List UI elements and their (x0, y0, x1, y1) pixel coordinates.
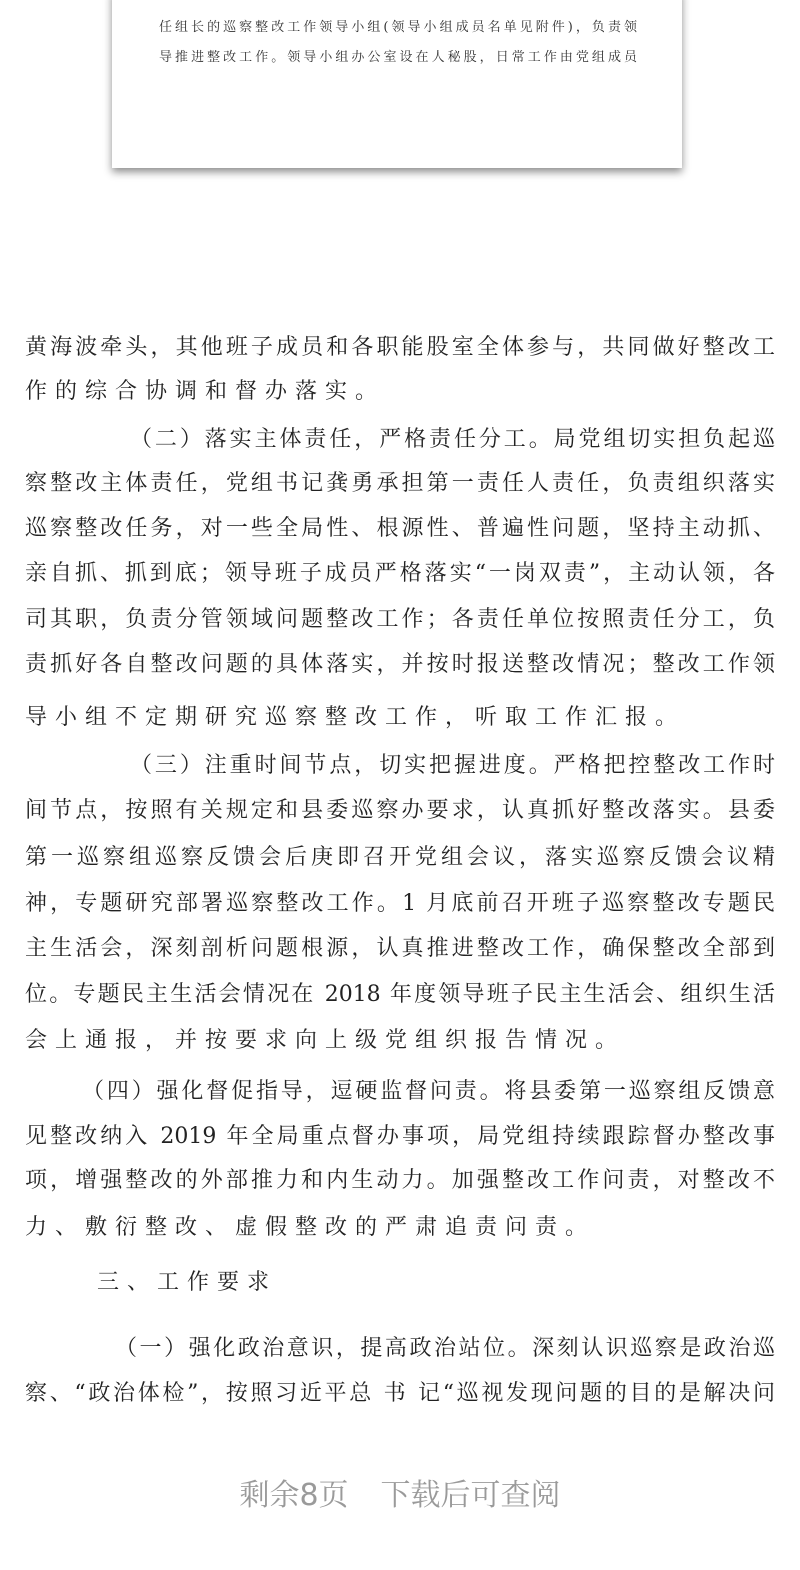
paragraph-line: 巡察整改任务，对一些全局性、根源性、普遍性问题，坚持主动抓、 (25, 516, 775, 541)
paragraph-line: 察、“政治体检”，按照习近平总 书 记“巡视发现问题的目的是解决问 (25, 1381, 775, 1406)
paragraph-line: 见整改纳入 2019 年全局重点督办事项，局党组持续跟踪督办整改事 (25, 1124, 775, 1149)
paragraph-line: （一）强化政治意识，提高政治站位。深刻认识巡察是政治巡 (115, 1336, 775, 1361)
paragraph-line: 第一巡察组巡察反馈会后庚即召开党组会议，落实巡察反馈会议精 (25, 845, 775, 870)
paragraph-line: 位。专题民主生活会情况在 2018 年度领导班子民主生活会、组织生活 (25, 982, 775, 1007)
section-heading: 三、工作要求 (97, 1270, 278, 1295)
paragraph-line: 导小组不定期研究巡察整改工作，听取工作汇报。 (25, 705, 686, 730)
paragraph-line: 责抓好各自整改问题的具体落实，并按时报送整改情况；整改工作领 (25, 652, 775, 677)
paragraph-line: 会上通报，并按要求向上级党组织报告情况。 (25, 1028, 626, 1053)
paragraph-line: 神，专题研究部署巡察整改工作。1 月底前召开班子巡察整改专题民 (25, 891, 775, 916)
remaining-pages: 剩余8页 (239, 1478, 349, 1513)
paragraph-line: 察整改主体责任，党组书记龚勇承担第一责任人责任，负责组织落实 (25, 471, 775, 496)
paragraph-line: 司其职，负责分管领域问题整改工作；各责任单位按照责任分工，负 (25, 607, 775, 632)
preview-card (112, 0, 682, 168)
paragraph-line: （三）注重时间节点，切实把握进度。严格把控整改工作时 (130, 753, 775, 778)
download-prompt[interactable] (0, 1470, 800, 1514)
card-line: 导推进整改工作。领导小组办公室设在人秘股，日常工作由党组成员 (159, 50, 637, 65)
paragraph-line: 间节点，按照有关规定和县委巡察办要求，认真抓好整改落实。县委 (25, 798, 775, 823)
paragraph-line: 力、敷衍整改、虚假整改的严肃追责问责。 (25, 1215, 596, 1240)
download-to-view[interactable]: 下载后可查阅 (380, 1478, 561, 1513)
paragraph-line: 亲自抓、抓到底；领导班子成员严格落实“一岗双责”，主动认领，各 (25, 561, 775, 586)
paragraph-line: 黄海波牵头，其他班子成员和各职能股室全体参与，共同做好整改工 (25, 335, 775, 360)
paragraph-line: 项，增强整改的外部推力和内生动力。加强整改工作问责，对整改不 (25, 1168, 775, 1193)
paragraph-line: （二）落实主体责任，严格责任分工。局党组切实担负起巡 (130, 427, 775, 452)
paragraph-line: 作的综合协调和督办落实。 (25, 379, 386, 404)
paragraph-line: 主生活会，深刻剖析问题根源，认真推进整改工作，确保整改全部到 (25, 936, 775, 961)
paragraph-line: （四）强化督促指导，逗硬监督问责。将县委第一巡察组反馈意 (82, 1079, 775, 1104)
card-line: 任组长的巡察整改工作领导小组(领导小组成员名单见附件)，负责领 (159, 20, 637, 35)
